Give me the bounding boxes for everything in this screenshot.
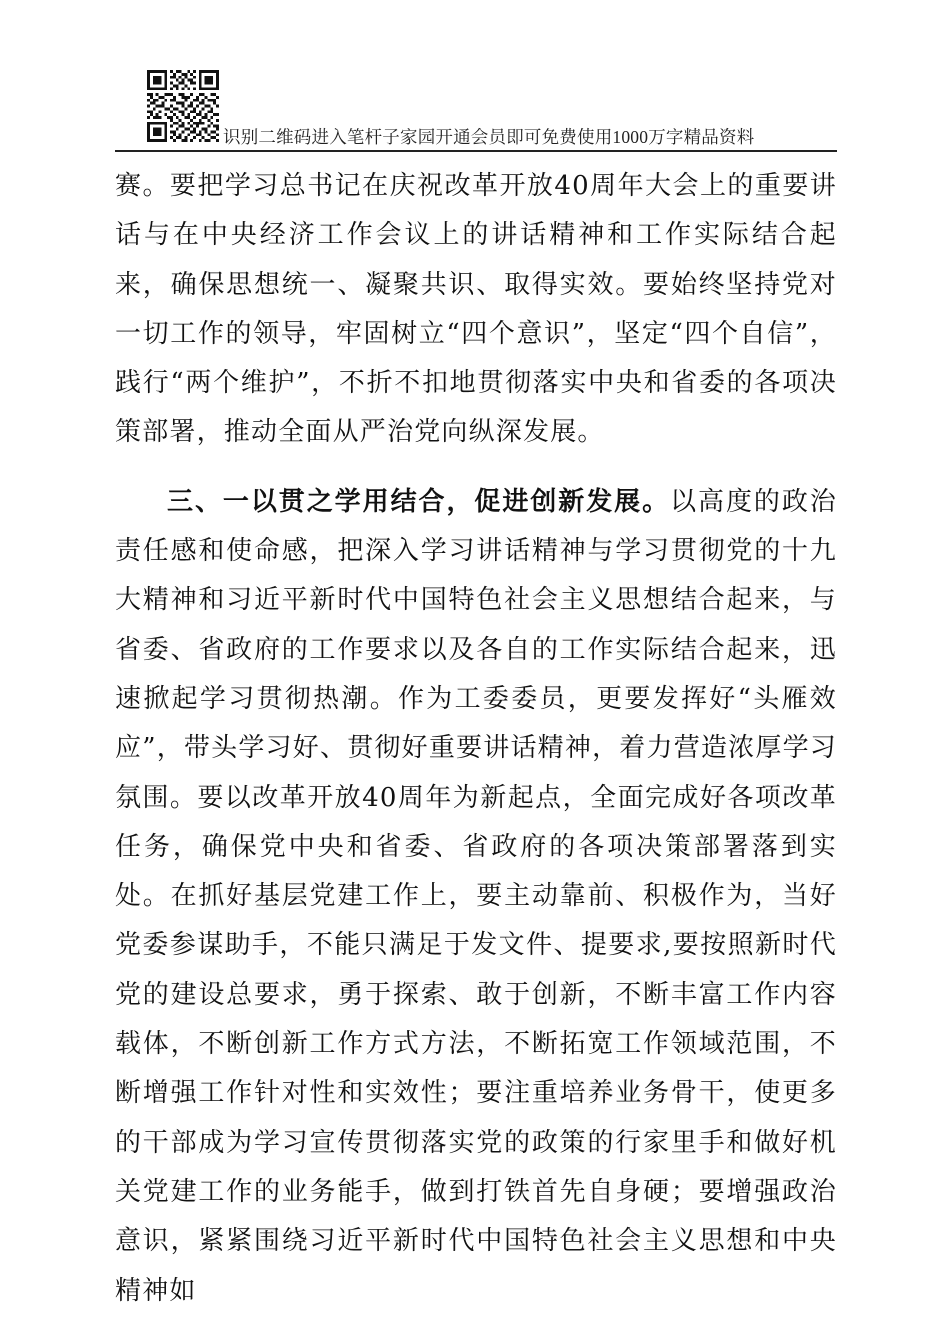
page-header [115, 66, 837, 152]
paragraph-2 [115, 478, 837, 1316]
header-divider [115, 150, 837, 152]
header-promo-text: 识别二维码进入笔杆子家园开通会员即可免费使用1000万字精品资料 [223, 127, 755, 147]
document-body [115, 162, 837, 1316]
section-heading-3: 三、一以贯之学用结合，促进创新发展。 [167, 486, 671, 517]
paragraph-2-body: 以高度的政治责任感和使命感，把深入学习讲话精神与学习贯彻党的十九大精神和习近平新时代中国特色社会主义思想结合起来，与省委、省政府的工作要求以及各自的工作实际结合起来，迅速掀起学习贯彻热潮。作为工委委员，更要发挥好“头雁效应”，带头学习好、贯彻好重要讲话精神，着力营造浓厚学习氛围。要以改革开放40周年为新起点，全面完成好各项改革任务，确保党中央和省委、省政府的各项决策部署落到实处。在抓好基层党建工作上，要主动靠前、积极作为，当好党委参谋助手，不能只满足于发文件、提要求,要按照新时代党的建设总要求，勇于探索、敢于创新，不断丰富工作内容载体，不断创新工作方式方法，不断拓宽工作领域范围，不断增强工作针对性和实效性；要注重培养业务骨干，使更多的干部成为学习宣传贯彻落实党的政策的行家里手和做好机关党建工作的业务能手，做到打铁首先自身硬；要增强政治意识，紧紧围绕习近平新时代中国特色社会主义思想和中央精神如 [115, 486, 837, 1306]
qr-code-icon[interactable] [147, 70, 219, 142]
paragraph-1: 赛。要把学习总书记在庆祝改革开放40周年大会上的重要讲话与在中央经济工作会议上的讲话精神和工作实际结合起来，确保思想统一、凝聚共识、取得实效。要始终坚持党对一切工作的领导，牢固树立“四个意识”，坚定“四个自信”，践行“两个维护”，不折不扣地贯彻落实中央和省委的各项决策部署，推动全面从严治党向纵深发展。 [115, 171, 837, 448]
